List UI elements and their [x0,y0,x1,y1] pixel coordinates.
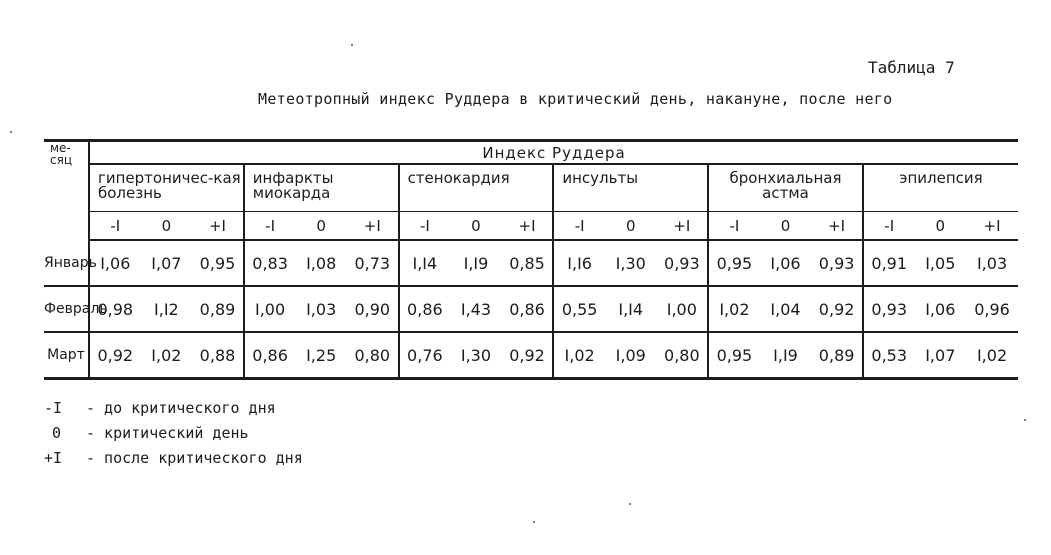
month-cell: Февраль [44,286,89,332]
value-cell: 0,80 [347,332,399,379]
value-cell: I,I4 [399,240,451,286]
value-cell: 0,95 [192,240,244,286]
value-cell: 0,80 [657,332,709,379]
value-cell: I,09 [605,332,657,379]
sub-header: -I [553,212,605,241]
value-cell: 0,92 [502,332,554,379]
value-cell: 0,95 [708,332,760,379]
sub-header: -I [863,212,915,241]
scan-speck [10,131,12,133]
group-header-bronchial-asthma: бронхиальная астма [708,164,863,212]
sub-header: +I [966,212,1018,241]
sub-header: +I [502,212,554,241]
value-cell: 0,93 [863,286,915,332]
value-cell: I,06 [760,240,812,286]
value-cell: 0,89 [192,286,244,332]
value-cell: 0,86 [399,286,451,332]
legend-text: - критический день [86,424,249,442]
legend [44,396,303,471]
value-cell: 0,93 [811,240,863,286]
legend-symbol: -I [44,399,63,417]
value-cell: 0,98 [89,286,141,332]
value-cell: I,06 [915,286,967,332]
month-cell: Январь [44,240,89,286]
value-cell: I,00 [244,286,296,332]
value-cell: 0,91 [863,240,915,286]
legend-symbol: +I [44,449,63,467]
month-cell: Март [44,332,89,379]
value-cell: I,I2 [141,286,193,332]
sub-header: -I [708,212,760,241]
value-cell: 0,55 [553,286,605,332]
value-cell: I,30 [605,240,657,286]
value-cell: 0,93 [657,240,709,286]
value-cell: I,I9 [760,332,812,379]
value-cell: I,00 [657,286,709,332]
scan-speck [629,503,631,505]
value-cell: I,03 [295,286,347,332]
table-row [44,286,1018,332]
scan-speck [1024,419,1026,421]
index-header: Индекс Руддера [89,141,1018,165]
group-header-stroke: инсульты [553,164,708,212]
sub-header: -I [244,212,296,241]
value-cell: I,03 [966,240,1018,286]
month-column-header: ме-сяц [44,141,89,241]
sub-header: 0 [915,212,967,241]
value-cell: 0,73 [347,240,399,286]
sub-header: +I [811,212,863,241]
legend-text: - после критического дня [86,449,303,467]
group-header-epilepsy: эпилепсия [863,164,1018,212]
value-cell: I,08 [295,240,347,286]
legend-item [44,396,303,421]
legend-item [44,446,303,471]
group-header-myocardial-infarction: инфаркты миокарда [244,164,399,212]
value-cell: 0,76 [399,332,451,379]
group-header-angina: стенокардия [399,164,554,212]
value-cell: 0,92 [89,332,141,379]
value-cell: I,25 [295,332,347,379]
value-cell: I,I4 [605,286,657,332]
value-cell: I,43 [450,286,502,332]
sub-header: 0 [141,212,193,241]
sub-header: 0 [450,212,502,241]
value-cell: I,05 [915,240,967,286]
legend-symbol: 0 [52,424,62,442]
value-cell: 0,86 [244,332,296,379]
sub-header: +I [657,212,709,241]
value-cell: 0,90 [347,286,399,332]
value-cell: I,I6 [553,240,605,286]
value-cell: I,30 [450,332,502,379]
table-row [44,240,1018,286]
value-cell: I,02 [708,286,760,332]
value-cell: 0,95 [708,240,760,286]
value-cell: I,06 [89,240,141,286]
value-cell: 0,89 [811,332,863,379]
table-title: Метеотропный индекс Руддера в критический день, накануне, после него [258,90,893,108]
value-cell: 0,92 [811,286,863,332]
value-cell: I,07 [141,240,193,286]
value-cell: 0,96 [966,286,1018,332]
value-cell: I,02 [141,332,193,379]
value-cell: 0,86 [502,286,554,332]
scan-speck [533,521,535,523]
value-cell: 0,83 [244,240,296,286]
sub-header: 0 [760,212,812,241]
rudder-index-table [44,139,1018,380]
legend-text: - до критического дня [86,399,276,417]
value-cell: I,I9 [450,240,502,286]
legend-item [44,421,303,446]
value-cell: I,02 [553,332,605,379]
scan-speck [351,44,353,46]
value-cell: I,04 [760,286,812,332]
value-cell: 0,85 [502,240,554,286]
value-cell: I,02 [966,332,1018,379]
sub-header: 0 [295,212,347,241]
sub-header: -I [399,212,451,241]
sub-header: +I [347,212,399,241]
table-number: Таблица 7 [868,58,955,77]
value-cell: I,07 [915,332,967,379]
value-cell: 0,88 [192,332,244,379]
table-row [44,332,1018,379]
sub-header: -I [89,212,141,241]
sub-header: +I [192,212,244,241]
group-header-hypertension: гипертоничес-кая болезнь [89,164,244,212]
value-cell: 0,53 [863,332,915,379]
sub-header: 0 [605,212,657,241]
